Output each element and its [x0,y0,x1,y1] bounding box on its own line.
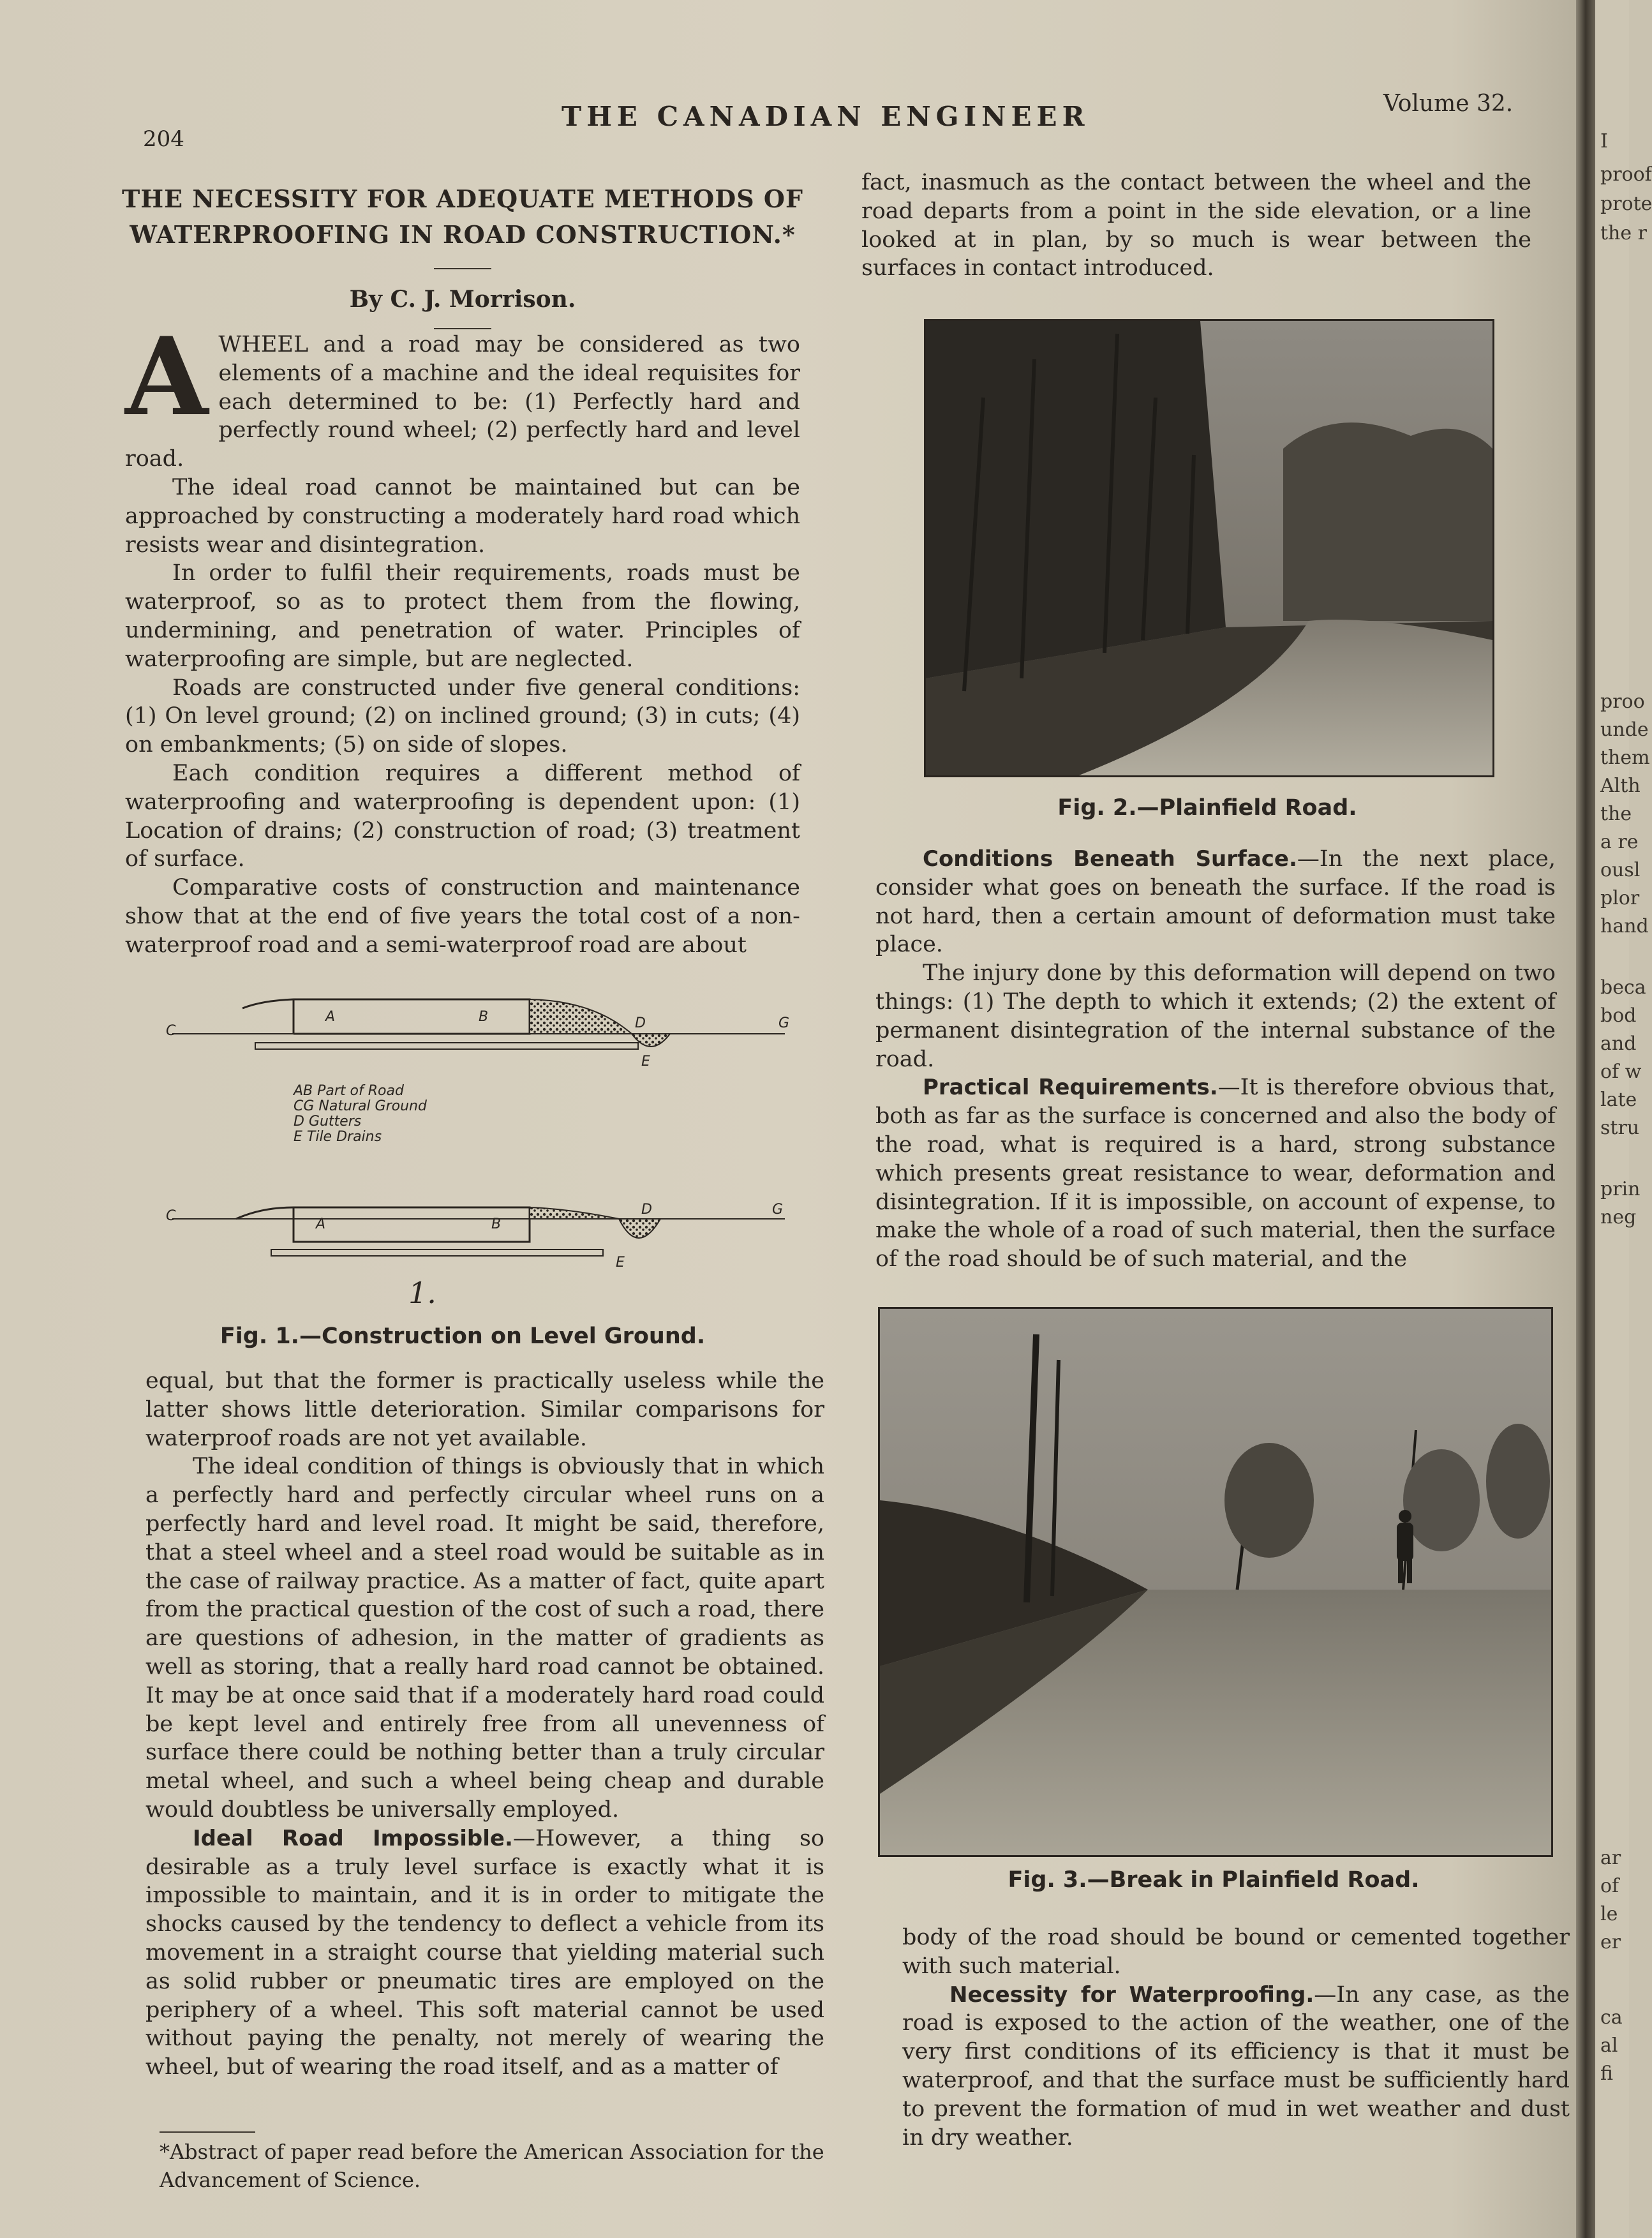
paragraph: The ideal road cannot be maintained but can be approached by constructing a moderately hard road which resists wear and disintegration. [125,474,800,558]
next-page-fragment: proof [1600,163,1652,186]
next-page-fragment: ca [1600,2006,1623,2029]
label-e-upper: E [641,1054,650,1070]
next-page-fragment: unde [1600,719,1649,741]
next-page-fragment: the r [1600,222,1648,244]
next-page-fragment: of [1600,1875,1619,1897]
break-in-road-photo [880,1309,1551,1855]
next-page-fragment: late [1600,1089,1637,1111]
page-number: 204 [143,126,184,152]
figure1-diagram [160,976,798,1308]
next-page-fragment: Alth [1600,775,1641,797]
figure2-photo [924,319,1494,777]
diagram-legend [292,1083,428,1145]
paragraph: fact, inasmuch as the contact between the wheel and the road departs from a point in the side elevation, or a line looked at in plan, by so much is wear between the surfaces in contact introduced. [861,170,1531,281]
label-c-lower: C [166,1208,176,1224]
next-page-fragment: prote [1600,193,1652,215]
legend-item: E Tile Drains [294,1129,382,1145]
paragraph-conditions [875,845,1556,959]
next-page-fragment: I [1600,130,1608,153]
article-title-line2: WATERPROOFING IN ROAD CONSTRUCTION.* [130,220,796,249]
diagram-lower [166,1202,785,1271]
footnote-rule [160,2131,255,2133]
article-title [115,181,810,253]
paragraph: In order to fulfil their requirements, roads must be waterproof, so as to protect them from the flowing, undermining, and penetration of water. Principles of waterproofing are simple, but are neglected. [125,560,800,672]
paragraph-practical [875,1073,1556,1274]
next-page-fragment: beca [1600,976,1646,999]
section-text: —It is therefore obvious that, both as far as the surface is concerned and also the body of the road, what is required is a hard, strong substance which presents great resistance to wear, deformation and disintegration. If it is impossible, on account of expense, to make the whole of a road of such material, then the surface of the road should be of such material, and the [875,1075,1556,1272]
next-page-fragment: stru [1600,1117,1640,1139]
next-page-fragment: er [1600,1931,1621,1953]
book-gutter [1576,0,1595,2238]
intro-paragraph [125,313,800,474]
next-page-fragment: bod [1600,1004,1637,1027]
next-page-fragment: plor [1600,887,1640,909]
paragraph-ideal-road [145,1824,824,2082]
column1-bottom [145,1367,824,2082]
next-page-fragment: a re [1600,831,1639,853]
title-rule [434,268,491,269]
byline-rule [434,328,491,329]
label-a-upper: A [325,1009,336,1025]
figure3-photo [878,1307,1553,1857]
label-g-lower: G [772,1202,784,1218]
label-c-upper: C [166,1023,176,1039]
column2-middle [875,845,1556,1274]
column2-top [861,168,1531,283]
next-page-fragment: fi [1600,2063,1614,2085]
next-page-fragment: prin [1600,1178,1641,1200]
paragraph: The injury done by this deformation will depend on two things: (1) The depth to which it extends; (2) the extent of permanent disintegration of the internal substance of the road. [875,960,1556,1072]
next-page-fragment: and [1600,1033,1637,1055]
legend-item: AB Part of Road [294,1083,404,1099]
label-e-lower: E [616,1255,625,1271]
paragraph: equal, but that the former is practically useless while the latter shows little deterioration. Similar comparisons for waterproof roads are not yet available. [145,1368,824,1451]
paragraph: The ideal condition of things is obviously that in which a perfectly hard and perfectly circular wheel runs on a perfectly hard and level road. It might be said, therefore, that a steel wheel and a steel road would be suitable as in the case of railway practice. As a matter of fact, quite apart from the practical question of the cost of such a road, there are questions of adhesion, in the matter of gradients as well as storing, that a really hard road cannot be obtained. It may be at once said that if a moderately hard road could be kept level and entirely free from all unevenness of surface there could be nothing better than a truly circular metal wheel, and such a wheel being cheap and durable would doubtless be universally employed. [145,1454,824,1823]
label-d-upper: D [635,1015,646,1031]
next-page-edge [1595,0,1652,2238]
intro-text: WHEEL and a road may be considered as two elements of a machine and the ideal requisites for each determined to be: (1) Perfectly hard and perfectly round wheel; (2) perfectly hard and level road. [125,332,800,472]
byline: By C. J. Morrison. [349,286,576,313]
paragraph: Each condition requires a different method of waterproofing and waterproofing is dependent upon: (1) Location of drains; (2) construction of road; (3) treatment of surface. [125,760,800,872]
paragraph: Roads are constructed under five general conditions: (1) On level ground; (2) on inclined ground; (3) in cuts; (4) on embankments; (5) on side of slopes. [125,675,800,758]
paragraph: Comparative costs of construction and maintenance show that at the end of five years the total cost of a non-waterproof road and a semi-waterproof road are about [125,875,800,958]
label-d-lower: D [641,1202,652,1218]
next-page-fragment: them [1600,747,1650,769]
section-heading: Conditions Beneath Surface. [923,846,1297,872]
next-page-fragment: the [1600,803,1632,825]
section-heading: Ideal Road Impossible. [193,1825,513,1851]
next-page-fragment: of w [1600,1061,1642,1083]
legend-item: D Gutters [294,1114,362,1130]
column2-bottom [902,1923,1570,2152]
legend-item: CG Natural Ground [294,1098,427,1114]
article-title-line1: THE NECESSITY FOR ADEQUATE METHODS OF [122,184,803,213]
label-b-lower: B [491,1216,502,1232]
figure1-caption: Fig. 1.—Construction on Level Ground. [220,1324,706,1349]
journal-title: THE CANADIAN ENGINEER [562,101,1090,132]
paragraph: body of the road should be bound or cemented together with such material. [902,1925,1570,1979]
next-page-fragment: al [1600,2034,1618,2057]
figure2-caption: Fig. 2.—Plainfield Road. [1057,795,1357,821]
next-page-fragment: neg [1600,1206,1637,1228]
diagram-upper [166,999,789,1070]
paragraph-waterproofing [902,1981,1570,2152]
label-g-upper: G [778,1015,790,1031]
figure1-number: 1. [408,1276,436,1310]
section-heading: Practical Requirements. [923,1075,1218,1101]
footnote: *Abstract of paper read before the American Association for the Advancement of Science. [160,2140,824,2192]
plainfield-road-photo [926,321,1492,775]
drop-cap: A [125,313,209,440]
section-text: —In the next place, consider what goes on beneath the surface. If the road is not hard, then a certain amount of deformation must take place. [875,846,1556,958]
section-heading: Necessity for Waterproofing. [949,1981,1314,2008]
label-a-lower: A [316,1216,326,1232]
next-page-fragment: hand [1600,915,1649,937]
section-text: —In any case, as the road is exposed to the action of the weather, one of the very first conditions of its efficiency is that it must be waterproof, and that the surface must be sufficiently hard to prevent the formation of mud in wet weather and dust in dry weather. [902,1981,1570,2151]
volume-label: Volume 32. [1383,91,1514,117]
next-page-fragment: ar [1600,1847,1621,1869]
figure3-caption: Fig. 3.—Break in Plainfield Road. [1008,1867,1420,1893]
next-page-fragment: le [1600,1903,1618,1925]
next-page-fragment: proo [1600,690,1645,713]
column1-top [125,313,800,960]
next-page-fragment: ousl [1600,859,1641,881]
label-b-upper: B [479,1009,489,1025]
section-text: —However, a thing so desirable as a truly level surface is exactly what it is impossible to maintain, and it is in order to mitigate the shocks caused by the tendency to deflect a vehicle from its movement in a straight course that yielding material such as solid rubber or pneumatic tires are employed on the periphery of a wheel. This soft material cannot be used without paying the penalty, not merely of wearing the wheel, but of wearing the road itself, and as a matter of [145,1825,824,2080]
